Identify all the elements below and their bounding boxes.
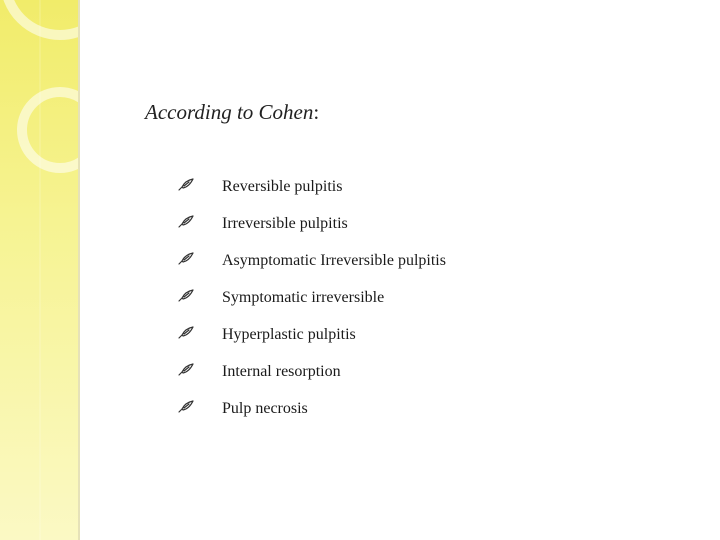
band-divider — [78, 0, 80, 540]
slide-title-text: According to Cohen — [145, 100, 314, 124]
list-item-label: Pulp necrosis — [222, 400, 308, 417]
list-item — [178, 326, 446, 363]
list-item — [178, 363, 446, 400]
quill-pen-icon — [178, 289, 222, 309]
list-item — [178, 178, 446, 215]
list-item-label: Hyperplastic pulpitis — [222, 326, 356, 343]
slide-title-colon: : — [313, 100, 320, 124]
quill-pen-icon — [178, 215, 222, 235]
pulpitis-classification-list — [178, 178, 446, 437]
quill-pen-icon — [178, 363, 222, 383]
list-item-label: Irreversible pulpitis — [222, 215, 348, 232]
list-item — [178, 400, 446, 437]
list-item-label: Internal resorption — [222, 363, 341, 380]
list-item — [178, 289, 446, 326]
quill-pen-icon — [178, 400, 222, 420]
quill-pen-icon — [178, 178, 222, 198]
list-item-label: Reversible pulpitis — [222, 178, 343, 195]
quill-pen-icon — [178, 326, 222, 346]
list-item-label: Symptomatic irreversible — [222, 289, 385, 306]
slide-title — [145, 100, 319, 125]
decorative-side-band — [0, 0, 78, 540]
quill-pen-icon — [178, 252, 222, 272]
decorative-circles — [0, 0, 78, 540]
list-item — [178, 215, 446, 252]
list-item-label: Asymptomatic Irreversible pulpitis — [222, 252, 446, 269]
list-item — [178, 252, 446, 289]
